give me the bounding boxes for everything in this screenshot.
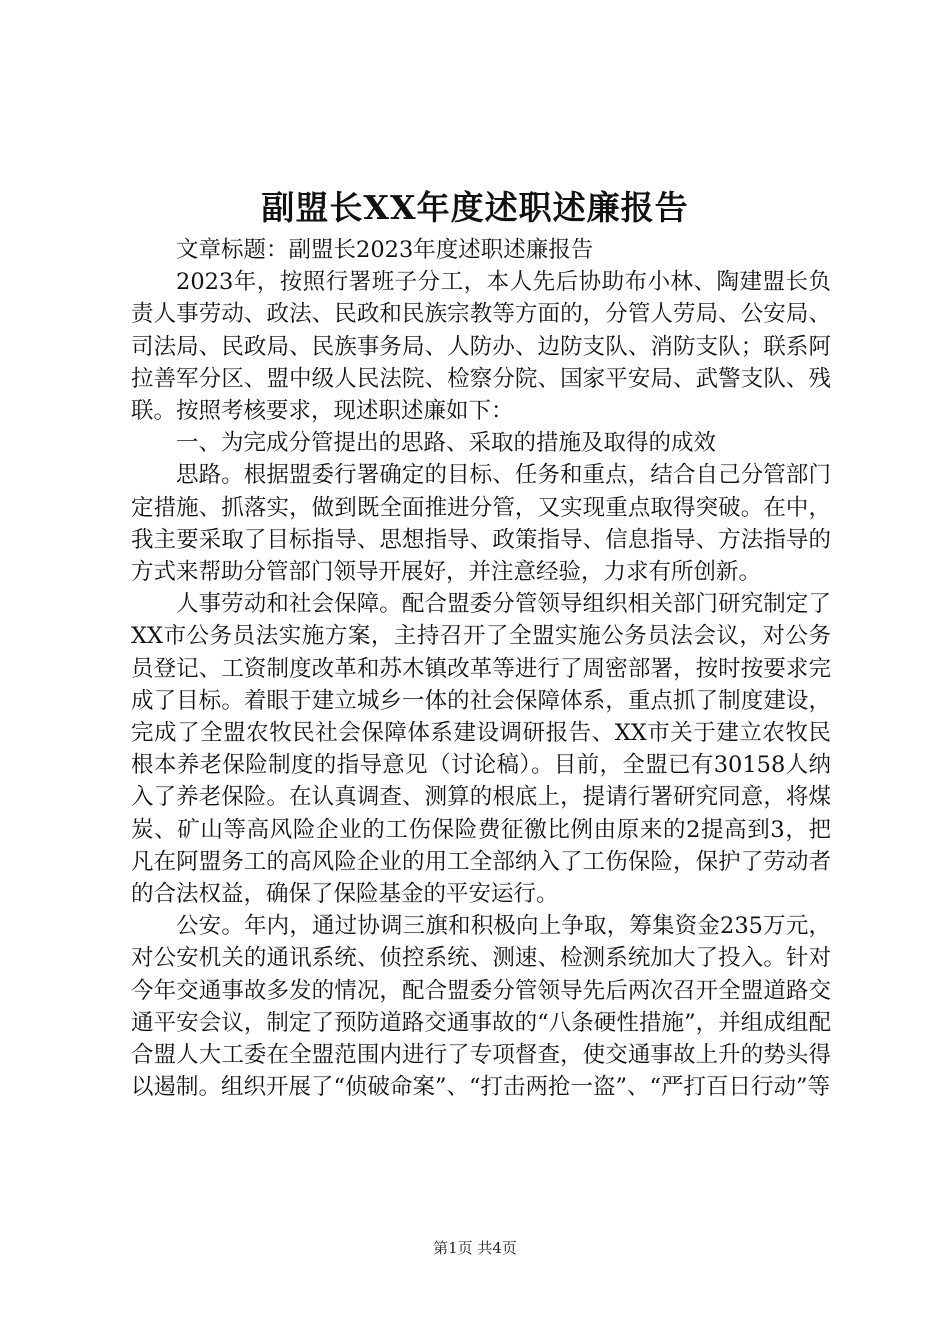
paragraph-intro: 2023年，按照行署班子分工，本人先后协助布小林、陶建盟长负责人事劳动、政法、民政和民族宗教等方面的，分管人劳局、公安局、司法局、民政局、民族事务局、人防办、边防支队、消防支队；联系阿拉善军分区、盟中级人民法院、检察分院、国家平安局、武警支队、残联。按照考核要求，现述职述廉如下：: [131, 269, 831, 425]
paragraph-article-heading: 文章标题：副盟长2023年度述职述廉报告: [176, 237, 594, 263]
paragraph-approach: 思路。根据盟委行署确定的目标、任务和重点，结合自己分管部门定措施、抓落实，做到既全面推进分管，又实现重点取得突破。在中，我主要采取了目标指导、思想指导、政策指导、信息指导、方法指导的方式来帮助分管部门领导开展好，并注意经验，力求有所创新。: [131, 462, 831, 586]
document-body: [131, 234, 831, 1103]
paragraph-public-security: 公安。年内，通过协调三旗和积极向上争取，筹集资金235万元，对公安机关的通讯系统、侦控系统、测速、检测系统加大了投入。针对今年交通事故多发的情况，配合盟委分管领导先后两次召开全盟道路交通平安会议，制定了预防道路交通事故的“八条硬性措施”，并组成组配合盟人大工委在全盟范围内进行了专项督查，使交通事故上升的势头得以遏制。组织开展了“侦破命案”、“打击两抢一盗”、“严打百日行动”等: [131, 913, 831, 1101]
document-title: 副盟长XX年度述职述廉报告: [261, 188, 689, 227]
paragraph-personnel-labor: 人事劳动和社会保障。配合盟委分管领导组织相关部门研究制定了XX市公务员法实施方案，主持召开了全盟实施公务员法会议，对公务员登记、工资制度改革和苏木镇改革等进行了周密部署，按时按要求完成了目标。着眼于建立城乡一体的社会保障体系，重点抓了制度建设，完成了全盟农牧民社会保障体系建设调研报告、XX市关于建立农牧民根本养老保险制度的指导意见（讨论稿）。目前，全盟已有30158人纳入了养老保险。在认真调查、测算的根底上，提请行署研究同意，将煤炭、矿山等高风险企业的工伤保险费征徼比例由原来的2提高到3，把凡在阿盟务工的高风险企业的用工全部纳入了工伤保险，保护了劳动者的合法权益，确保了保险基金的平安运行。: [131, 591, 831, 908]
section-heading-1: 一、为完成分管提出的思路、采取的措施及取得的成效: [176, 430, 717, 457]
page-footer: 第1页 共4页: [433, 1239, 517, 1257]
